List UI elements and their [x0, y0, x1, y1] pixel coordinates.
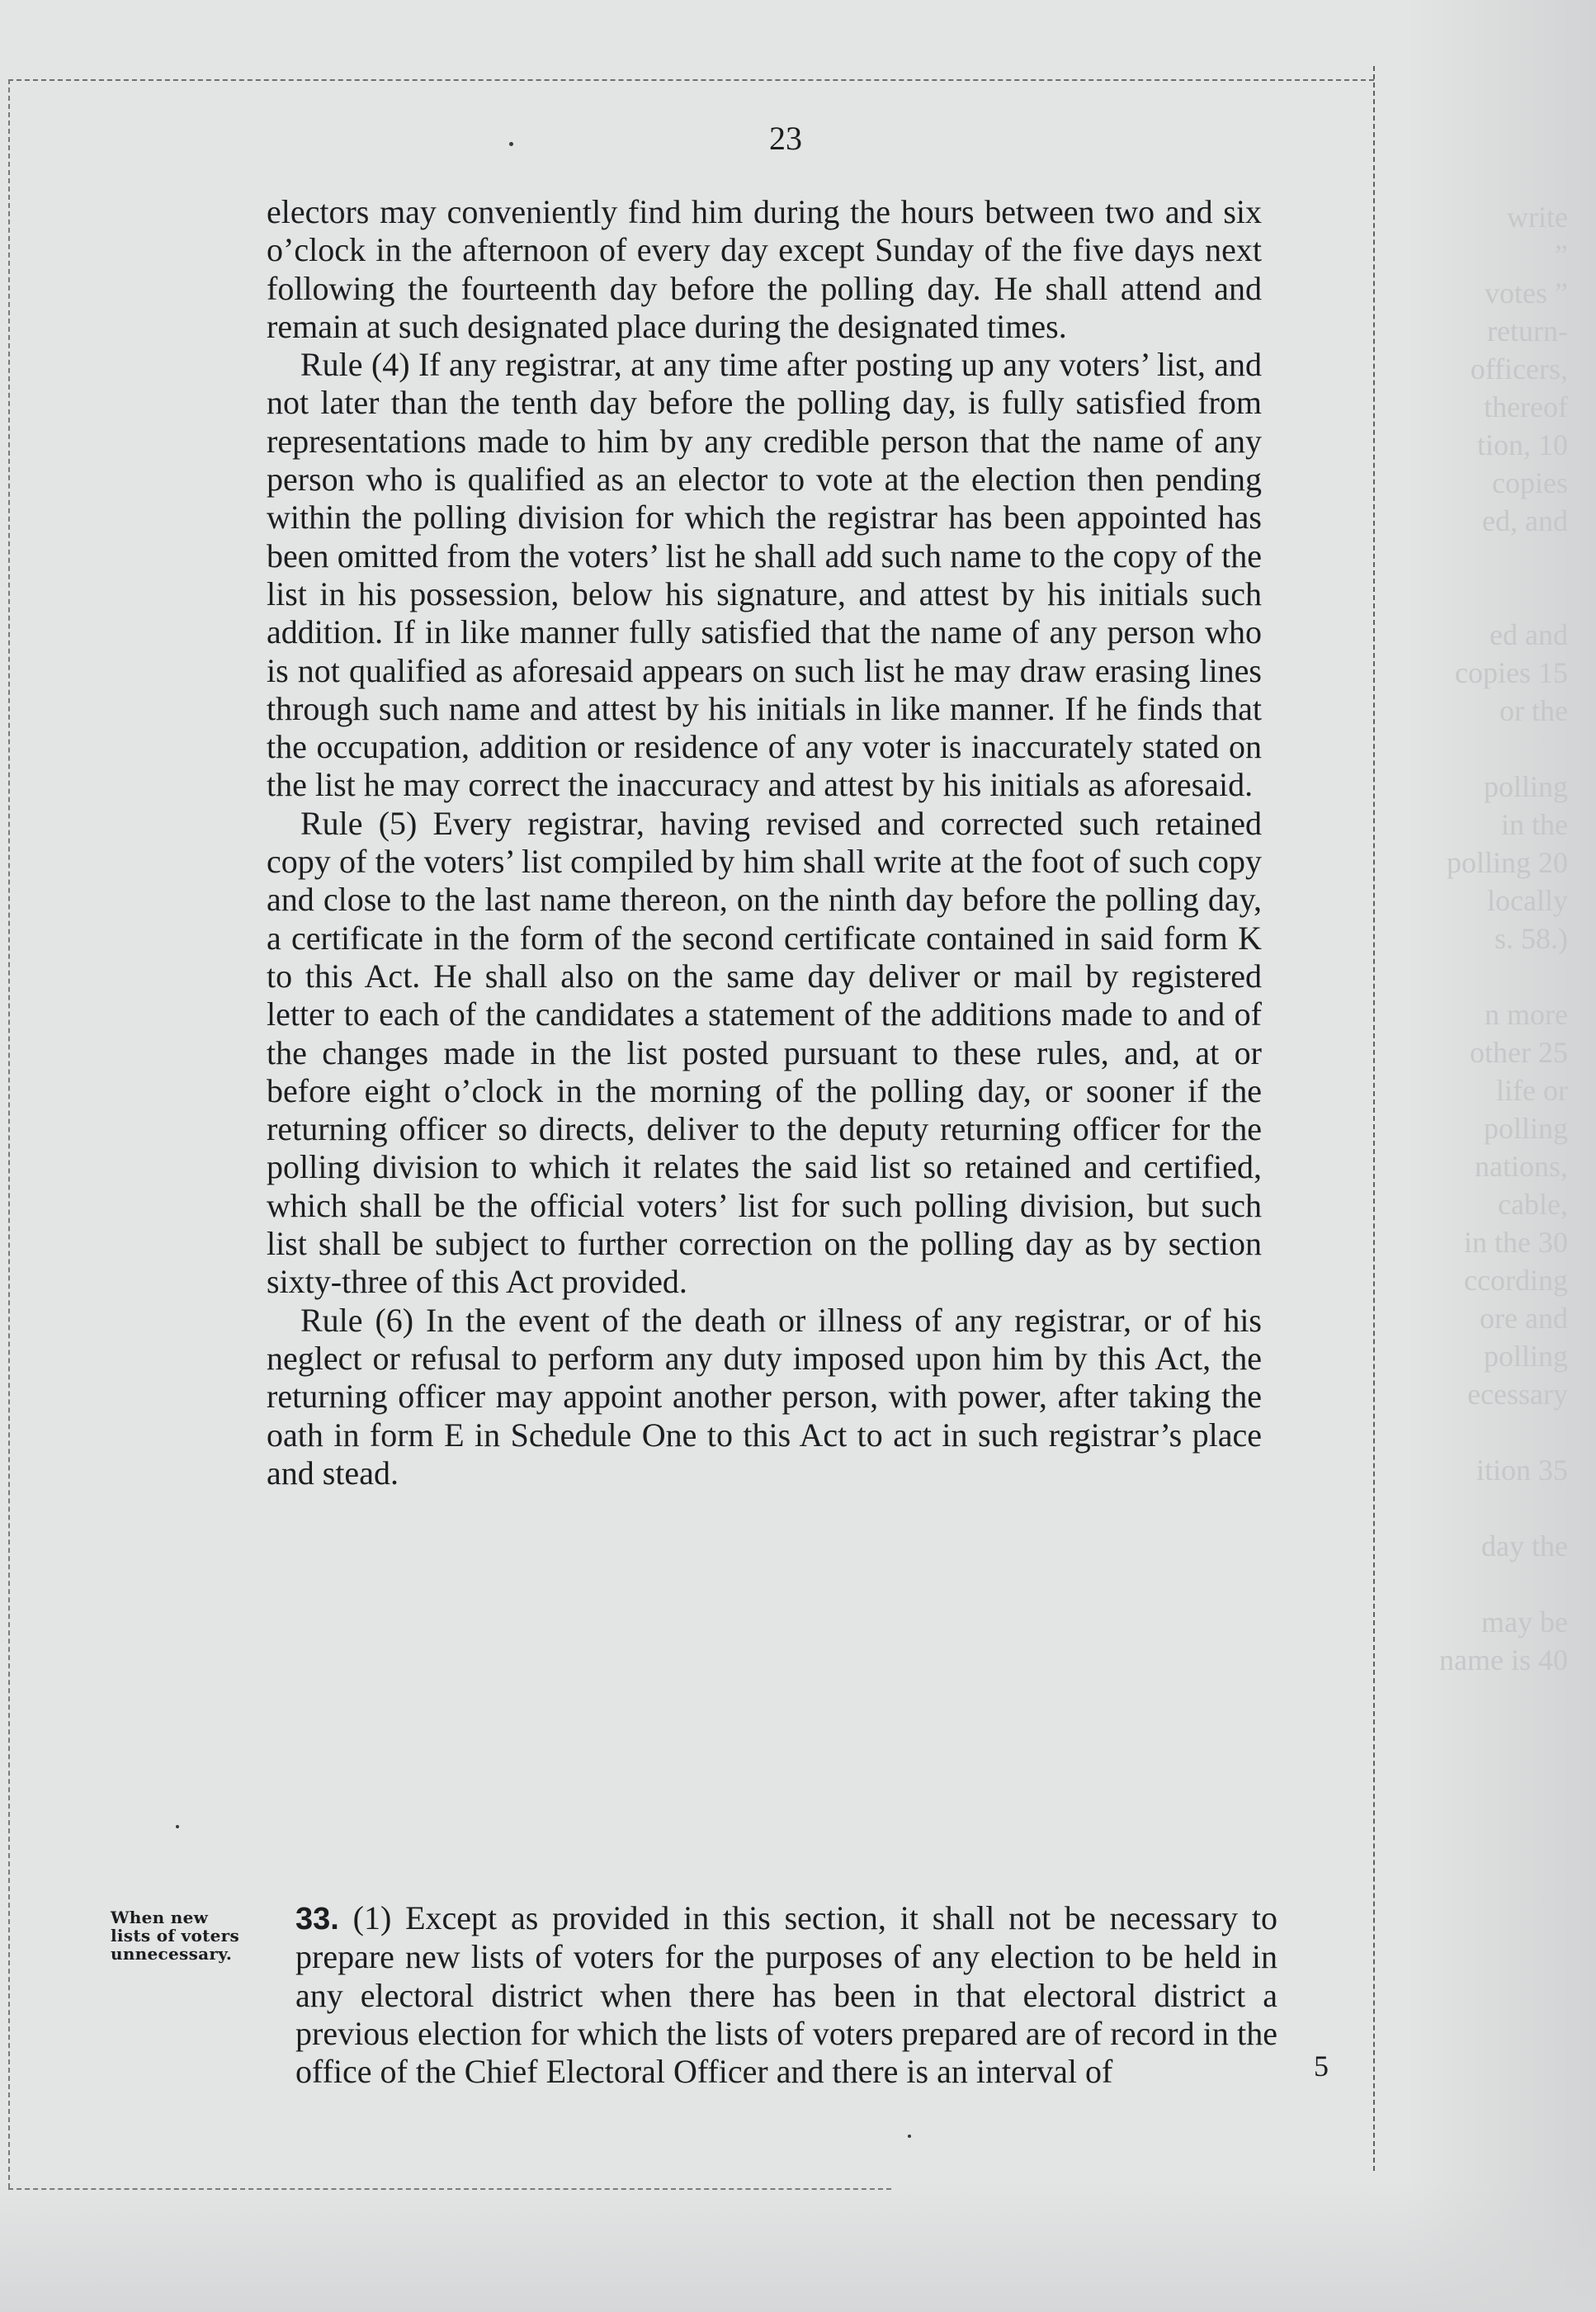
print-speck: [176, 1825, 179, 1828]
frame-left-rule: [8, 79, 10, 2188]
page-number: 23: [769, 120, 802, 157]
margin-note-line: lists of voters: [111, 1926, 240, 1946]
frame-right-rule: [1373, 66, 1375, 2171]
paragraph-rule-5: Rule (5) Every registrar, having revised and corrected such retained copy of the voters’ list compiled by him shall write at the foot of such copy and close to the last name thereon, on the ninth day before the polling day, a certificate in the form of the second certificate contained in said form K to this Act. He shall also on the same day deliver or mail by registered letter to each of the candidates a statement of the additions made to and of the changes made in the list posted pursuant to these rules, and, at or before eight o’clock in the morning of the polling day, or sooner if the returning officer so directs, deliver to the deputy returning officer for the polling division to which it relates the said list so retained and certified, which shall be the official voters’ list for such polling division, but such list shall be subject to further correction on the polling day as by section sixty-three of this Act provided.: [267, 804, 1262, 1301]
print-speck: [509, 142, 513, 146]
margin-note-line: When new: [111, 1908, 209, 1927]
print-speck: [908, 2135, 911, 2138]
frame-top-rule: [8, 79, 1374, 81]
section-33: [295, 1899, 1277, 2091]
section-text: (1) Except as provided in this section, it shall not be necessary to prepare new lists of voters for the purposes of any election to be held in any electoral district when there has been in that electoral district a previous election for which the lists of voters prepared are of record in the office of the Chief Electoral Officer and there is an interval of: [295, 1899, 1277, 2091]
paragraph-rule-6: Rule (6) In the event of the death or illness of any registrar, or of his neglect or refusal to perform any duty imposed upon him by this Act, the returning officer may appoint another person, with power, after taking the oath in form E in Schedule One to this Act to act in such registrar’s place and stead.: [267, 1301, 1262, 1492]
paragraph-continuation: electors may conveniently find him during the hours between two and six o’clock in the afternoon of every day except Sunday of the five days next following the fourteenth day before the polling day. He shall attend and remain at such designated place during the designated times.: [267, 193, 1262, 345]
paragraph-rule-4: Rule (4) If any registrar, at any time after posting up any voters’ list, and not later than the tenth day before the polling day, is fully satisfied from representations made to him by any credible person that the name of any person who is qualified as an elector to vote at the election then pending within the polling division for which the registrar has been appointed has been omitted from the voters’ list he shall add such name to the copy of the list in his possession, below his signature, and attest by his initials such addition. If in like manner fully satisfied that the name of any person who is not qualified as aforesaid appears on such list he may draw erasing lines through such name and attest by his initials in like manner. If he finds that the occupation, addition or residence of any voter is inaccurately stated on the list he may correct the inaccuracy and attest by his initials as aforesaid.: [267, 346, 1262, 804]
body-text: [267, 193, 1262, 1492]
page-bottom-shadow: [0, 2180, 1596, 2312]
bleed-through-right: write ” votes ” return- officers, thereof tion, 10 copies ed, and ed and copies 15 or the polling in the polling 20 locally s. 58.) n more other 25 life or polling nations, cable, in the 30 ccording ore and polling ecessary ition 35 day the may be name is 40: [1439, 201, 1568, 1676]
section-number: 33.: [295, 1902, 339, 1936]
line-number: 5: [1314, 2050, 1329, 2083]
margin-note: [111, 1908, 284, 1963]
margin-note-line: unnecessary.: [111, 1944, 233, 1964]
frame-bottom-rule: [8, 2188, 891, 2190]
